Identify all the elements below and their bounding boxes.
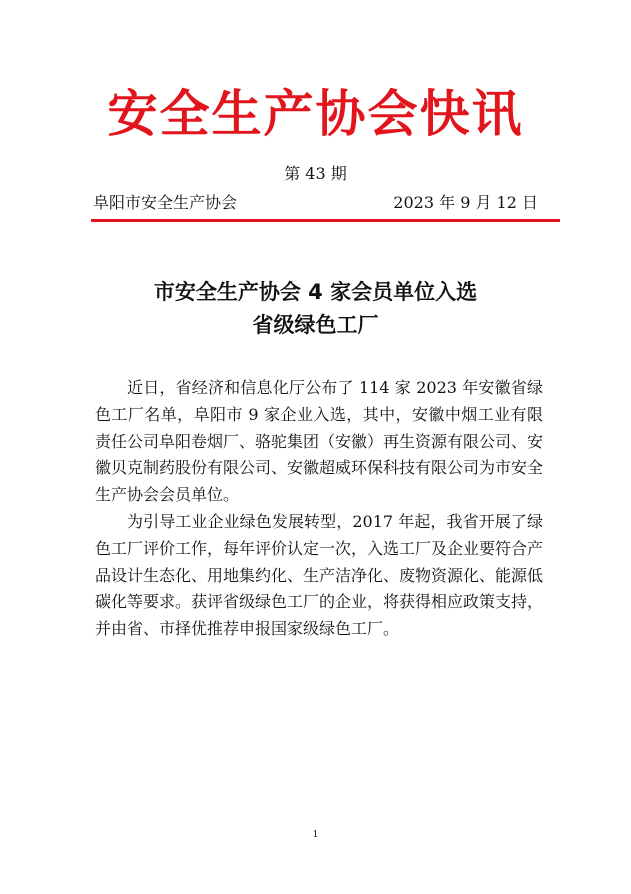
- bulletin-masthead: 安全生产协会快讯: [107, 84, 524, 143]
- article-title: [0, 276, 631, 342]
- publish-date: 2023 年 9 月 12 日: [393, 193, 538, 212]
- page-number: 1: [312, 830, 319, 840]
- paragraph-1: 近日，省经济和信息化厅公布了 114 家 2023 年安徽省绿色工厂名单，阜阳市 9 家企业入选，其中，安徽中烟工业有限责任公司阜阳卷烟厂、骆驼集团（安徽）再生资源有限公司、安徽贝克制药股份有限公司、安徽超威环保科技有限公司为市安全生产协会会员单位。: [95, 378, 544, 505]
- issue-number: 第 43 期: [284, 164, 347, 183]
- paragraph-2: 为引导工业企业绿色发展转型，2017 年起，我省开展了绿色工厂评价工作，每年评价认定一次，入选工厂及企业要符合产品设计生态化、用地集约化、生产洁净化、废物资源化、能源低碳化等要求。获评省级绿色工厂的企业，将获得相应政策支持，并由省、市择优推荐申报国家级绿色工厂。: [95, 511, 544, 639]
- header-divider: [91, 219, 560, 222]
- article-title-line-2: 省级绿色工厂: [252, 313, 379, 337]
- article-title-line-1: 市安全生产协会 4 家会员单位入选: [153, 280, 478, 304]
- article-body: [95, 375, 543, 643]
- publisher-name: 阜阳市安全生产协会: [93, 193, 238, 212]
